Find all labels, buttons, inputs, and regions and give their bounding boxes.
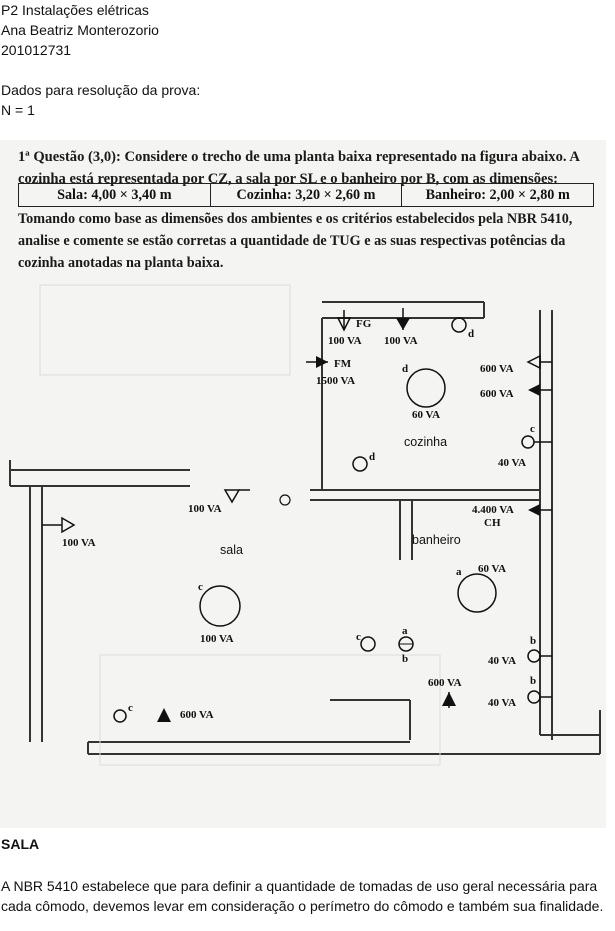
kitchen-lamp-d: d (402, 363, 409, 375)
student-name: Ana Beatriz Monterozorio (1, 22, 159, 38)
section-title: SALA (1, 836, 40, 852)
bath-switch-1 (488, 635, 552, 667)
fixture-d-top (452, 318, 474, 340)
switch-a-label: a (402, 625, 408, 637)
top2-power: 100 VA (384, 335, 418, 347)
outlet-bottom-600 (114, 702, 214, 722)
switch-b-label: b (402, 653, 409, 665)
sala-lamp-c: c (198, 581, 203, 593)
section-text: A NBR 5410 estabelece que para definir a quantidade de tomadas de uso geral necessária para cada cômodo, devemos levar em consideração o perímetro do cômodo e também sua finalidade. (1, 878, 604, 914)
outlet-sala-left (42, 518, 96, 549)
outlet-top-2 (384, 308, 418, 347)
bath-lamp (456, 563, 506, 612)
sala-lamp (198, 581, 240, 645)
data-label: Dados para resolução da prova: (1, 82, 201, 98)
floor-plan (0, 140, 606, 828)
kitchen-lamp-power: 60 VA (412, 409, 441, 421)
kitchen-switch-power: 40 VA (498, 457, 527, 469)
d-label-top: d (468, 328, 475, 340)
dim-cozinha: Cozinha: 3,20 × 2,60 m (211, 184, 403, 206)
sala-left-power: 100 VA (62, 537, 96, 549)
bath-switch2-power: 40 VA (488, 697, 517, 709)
question-intro: 1ª Questão (3,0): Considere o trecho de uma planta baixa representado na figura abaixo. A cozinha está representada por CZ, a sala por SL e o banheiro por B, com as dimensões: (18, 149, 580, 187)
dim-sala: Sala: 4,00 × 3,40 m (19, 184, 211, 206)
bath-lamp-power: 60 VA (478, 563, 507, 575)
kitchen-switch (498, 423, 552, 469)
outlet-right-2 (480, 384, 552, 400)
outlet-fm (306, 356, 355, 387)
bath-lamp-a: a (456, 566, 462, 578)
fm-label: FM (334, 358, 352, 370)
bleed-through-text (40, 285, 440, 765)
d-label-middle: d (369, 451, 376, 463)
mid-power: 600 VA (428, 677, 462, 689)
room-banheiro: banheiro (412, 533, 461, 547)
kitchen-lamp (402, 363, 445, 421)
document-title: P2 Instalações elétricas (1, 2, 149, 18)
switch-ab (399, 625, 413, 665)
outlet-mid-600 (428, 677, 462, 708)
bottom-c: c (128, 702, 133, 714)
sala-lamp-power: 100 VA (200, 633, 234, 645)
dim-banheiro: Banheiro: 2,00 × 2,80 m (425, 186, 570, 203)
bath-switch1-power: 40 VA (488, 655, 517, 667)
right1-power: 600 VA (480, 363, 514, 375)
outlet-sala-top (188, 490, 290, 515)
fg-power: 100 VA (328, 335, 362, 347)
question-task: Tomando como base as dimensões dos ambientes e os critérios estabelecidos pela NBR 5410, analise e comente se estão corretas a quantidade de TUG e as suas respectivas potências da cozinha anotadas na planta baixa. (18, 211, 573, 271)
sala-top-power: 100 VA (188, 503, 222, 515)
fg-label: FG (356, 318, 372, 330)
ch-label: CH (484, 517, 501, 529)
bottom-power: 600 VA (180, 709, 214, 721)
outlet-fg (328, 310, 372, 347)
fixture-d-middle (353, 451, 375, 471)
switch-c-label: c (356, 631, 361, 643)
header (1, 0, 200, 120)
right2-power: 600 VA (480, 388, 514, 400)
ch-power: 4.400 VA (472, 504, 514, 516)
fm-power: 1500 VA (316, 375, 356, 387)
outlet-right-1 (480, 356, 552, 375)
switch-c-middle (356, 631, 375, 651)
room-cozinha: cozinha (404, 435, 448, 449)
room-sala: sala (220, 543, 243, 557)
n-value: N = 1 (1, 102, 35, 118)
kitchen-switch-c: c (530, 423, 535, 435)
student-id: 201012731 (1, 42, 72, 58)
bath-switch1-b: b (530, 635, 537, 647)
bath-switch2-b: b (530, 675, 537, 687)
bath-switch-2 (488, 675, 552, 709)
